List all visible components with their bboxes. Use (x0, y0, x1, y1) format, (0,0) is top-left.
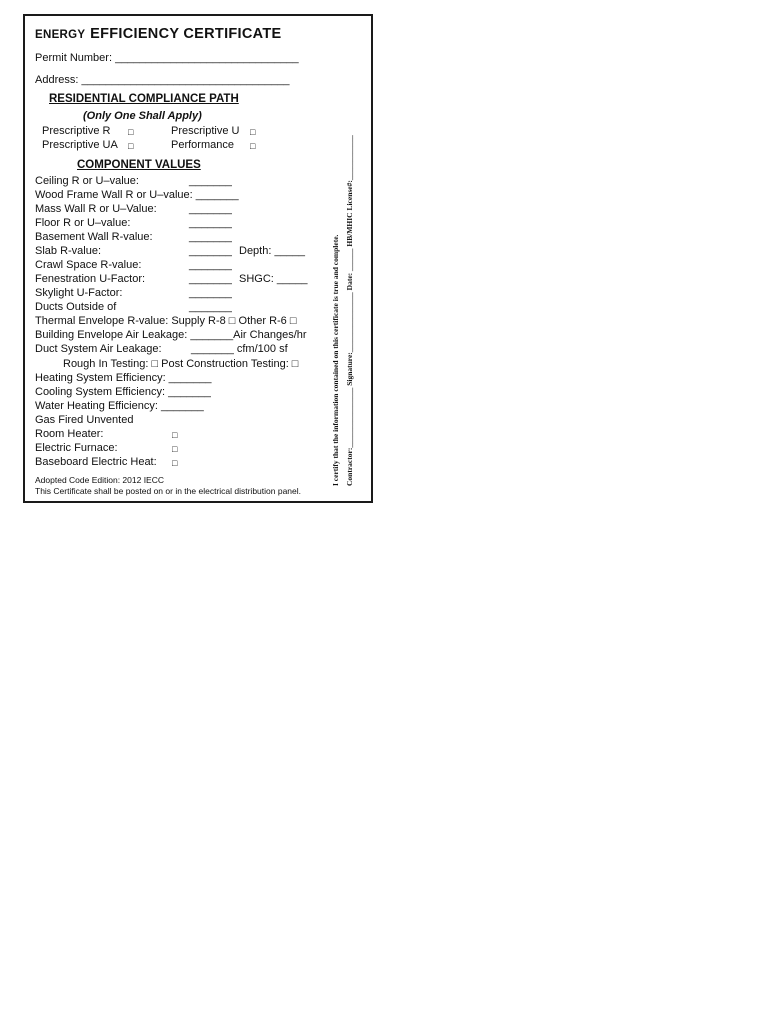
path-prescriptive-u: Prescriptive U (171, 125, 240, 137)
path-prescriptive-r: Prescriptive R (42, 125, 111, 137)
slab-depth: Depth: _____ (239, 245, 306, 257)
title-large: EFFICIENCY CERTIFICATE (90, 26, 282, 42)
component-wood-frame: Wood Frame Wall R or U–value: _______ (35, 189, 239, 201)
energy-certificate (23, 14, 373, 503)
certificate-title (35, 25, 281, 43)
cooling-efficiency: Cooling System Efficiency: _______ (35, 386, 211, 398)
compliance-note: (Only One Shall Apply) (83, 110, 202, 122)
gas-fired-unvented: Gas Fired Unvented (35, 414, 134, 426)
room-heater: Room Heater: (35, 428, 104, 440)
heating-efficiency: Heating System Efficiency: _______ (35, 372, 212, 384)
blank-skylight: _______ (189, 287, 232, 299)
water-heating-efficiency: Water Heating Efficiency: _______ (35, 400, 204, 412)
duct-leakage-value: _______ cfm/100 sf (191, 343, 288, 355)
checkbox-performance[interactable]: □ (250, 141, 256, 151)
component-heading: COMPONENT VALUES (77, 159, 201, 171)
title-small: ENERGY (35, 29, 86, 41)
component-ducts-outside: Ducts Outside of (35, 301, 117, 313)
adopted-code: Adopted Code Edition: 2012 IECC (35, 475, 165, 485)
thermal-envelope: Thermal Envelope R-value: Supply R-8 □ Other R-6 □ (35, 315, 297, 327)
component-basement-wall: Basement Wall R-value: (35, 231, 153, 243)
signature-line: Contractor:________________ Signature:________________ Date: ______ HB/MHIC License#:____________ (345, 135, 354, 486)
blank-mass-wall: _______ (189, 203, 232, 215)
fenestration-shgc: SHGC: _____ (239, 273, 308, 285)
path-performance: Performance (171, 139, 234, 151)
checkbox-prescriptive-r[interactable]: □ (128, 127, 134, 137)
checkbox-electric-furnace[interactable]: □ (172, 444, 178, 454)
component-floor: Floor R or U–value: (35, 217, 131, 229)
address: Address: __________________________________ (35, 74, 290, 86)
testing-options: Rough In Testing: □ Post Construction Testing: □ (63, 358, 299, 370)
component-crawl-space: Crawl Space R-value: (35, 259, 142, 271)
electric-furnace: Electric Furnace: (35, 442, 118, 454)
permit-number: Permit Number: ______________________________ (35, 52, 299, 64)
compliance-heading: RESIDENTIAL COMPLIANCE PATH (49, 93, 239, 105)
blank-fenestration: _______ (189, 273, 232, 285)
blank-ducts-outside: _______ (189, 301, 232, 313)
blank-slab: _______ (189, 245, 232, 257)
component-ceiling: Ceiling R or U–value: (35, 175, 139, 187)
baseboard-electric-heat: Baseboard Electric Heat: (35, 456, 157, 468)
checkbox-prescriptive-u[interactable]: □ (250, 127, 256, 137)
duct-leakage-label: Duct System Air Leakage: (35, 343, 162, 355)
blank-floor: _______ (189, 217, 232, 229)
checkbox-baseboard[interactable]: □ (172, 458, 178, 468)
blank-crawl-space: _______ (189, 259, 232, 271)
posting-note: This Certificate shall be posted on or in the electrical distribution panel. (35, 486, 302, 496)
certify-statement: I certify that the information contained on this certificate is true and complete. (331, 234, 340, 486)
component-skylight: Skylight U-Factor: (35, 287, 123, 299)
checkbox-prescriptive-ua[interactable]: □ (128, 141, 134, 151)
checkbox-room-heater[interactable]: □ (172, 430, 178, 440)
building-air-leakage: Building Envelope Air Leakage: _______Air Changes/hr (35, 329, 307, 341)
path-prescriptive-ua: Prescriptive UA (42, 139, 118, 151)
component-slab: Slab R-value: (35, 245, 102, 257)
blank-ceiling: _______ (189, 175, 232, 187)
blank-basement-wall: _______ (189, 231, 232, 243)
component-fenestration: Fenestration U-Factor: (35, 273, 146, 285)
component-mass-wall: Mass Wall R or U–Value: (35, 203, 157, 215)
